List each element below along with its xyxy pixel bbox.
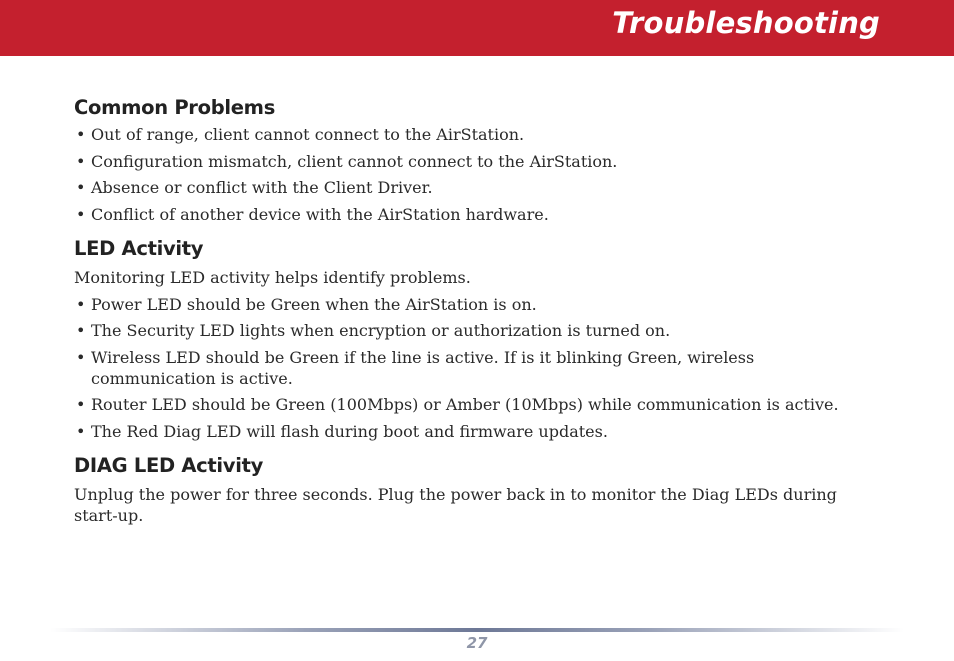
list-item-text: Power LED should be Green when the AirStation is on. — [91, 294, 537, 314]
section-common-problems — [74, 96, 874, 225]
list-item — [74, 124, 874, 145]
page-content — [74, 96, 874, 538]
bullet-icon: • — [76, 204, 86, 224]
section-heading: LED Activity — [74, 236, 204, 260]
section-diag-led-activity — [74, 454, 874, 526]
list-item-text: Conflict of another device with the AirStation hardware. — [91, 204, 549, 224]
list-item-text: Configuration mismatch, client cannot connect to the AirStation. — [91, 151, 618, 171]
section-text: Unplug the power for three seconds. Plug the power back in to monitor the Diag LEDs during start-up. — [74, 484, 837, 525]
bullet-list — [74, 294, 874, 442]
page-title: Troubleshooting — [612, 6, 880, 40]
section-intro: Monitoring LED activity helps identify problems. — [74, 267, 471, 287]
list-item — [74, 320, 874, 341]
list-item — [74, 177, 874, 198]
page-number: 27 — [466, 634, 488, 652]
list-item — [74, 421, 874, 442]
list-item — [74, 294, 874, 315]
section-heading: DIAG LED Activity — [74, 453, 264, 477]
section-heading: Common Problems — [74, 96, 276, 119]
list-item-text: Router LED should be Green (100Mbps) or Amber (10Mbps) while communication is active. — [91, 395, 839, 414]
list-item-text: The Security LED lights when encryption or authorization is turned on. — [91, 321, 671, 340]
bullet-icon: • — [76, 294, 86, 314]
bullet-icon: • — [76, 395, 86, 414]
list-item — [74, 204, 874, 225]
list-item-text: The Red Diag LED will flash during boot and firmware updates. — [91, 421, 608, 441]
bullet-icon: • — [76, 321, 86, 340]
footer-divider — [50, 628, 904, 632]
section-led-activity — [74, 237, 874, 442]
list-item — [74, 347, 874, 389]
list-item-text: Out of range, client cannot connect to the AirStation. — [91, 125, 525, 144]
page-header-bar — [0, 0, 954, 56]
bullet-list — [74, 124, 874, 225]
list-item-text: Wireless LED should be Green if the line is active. If is it blinking Green, wireless communication is active. — [91, 347, 755, 388]
bullet-icon: • — [76, 347, 86, 367]
bullet-icon: • — [76, 421, 86, 441]
bullet-icon: • — [76, 178, 86, 197]
list-item-text: Absence or conflict with the Client Driver. — [91, 178, 433, 197]
bullet-icon: • — [76, 125, 86, 144]
list-item — [74, 151, 874, 172]
list-item — [74, 394, 874, 415]
bullet-icon: • — [76, 151, 86, 171]
